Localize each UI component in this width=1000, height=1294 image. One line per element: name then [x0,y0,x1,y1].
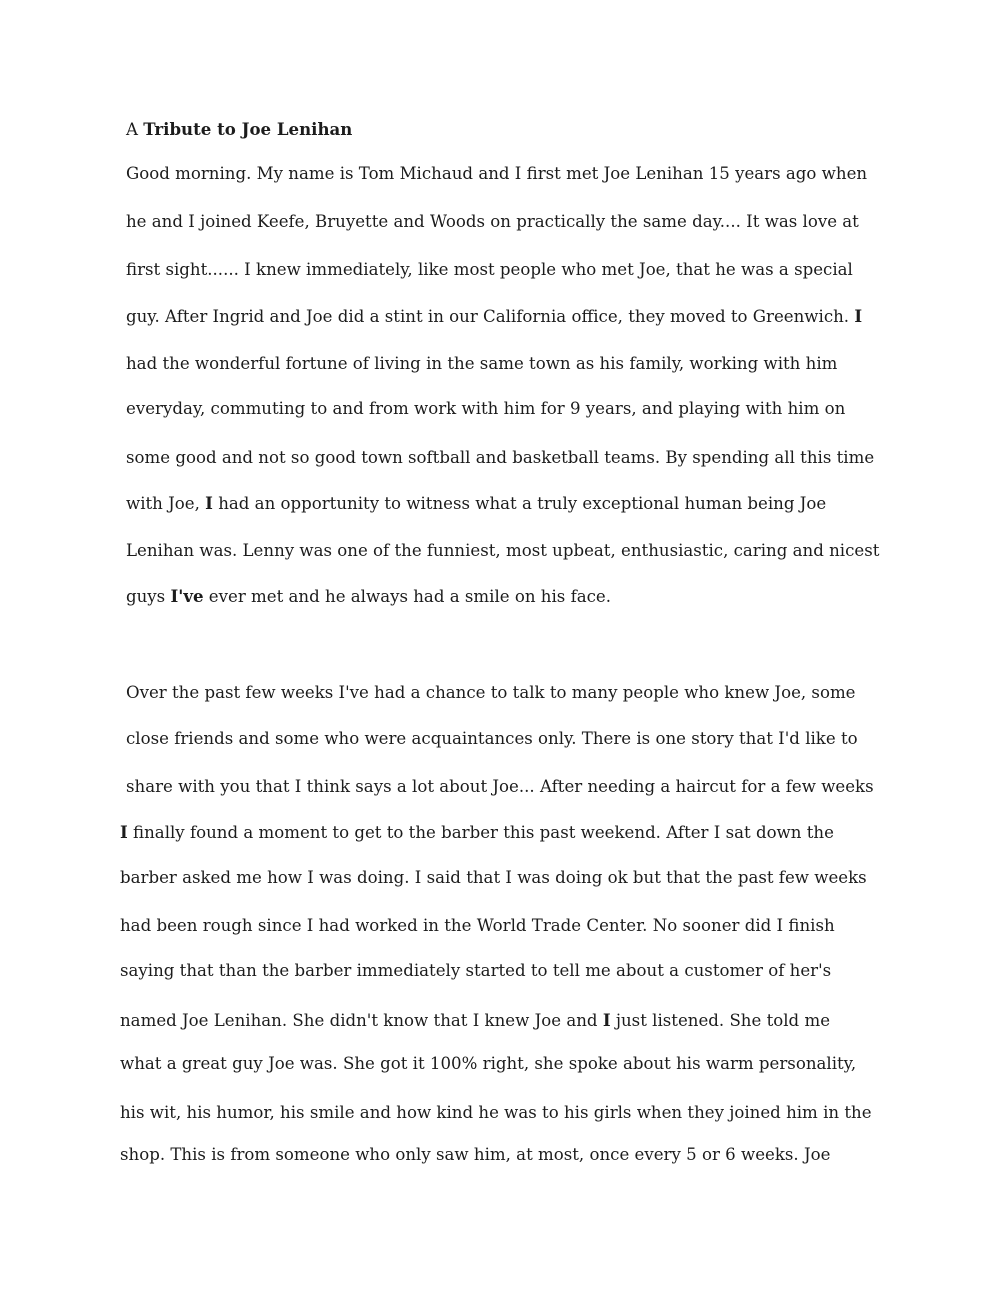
paragraph2-line: share with you that I think says a lot about Joe... After needing a haircut for a few weeks [126,777,874,796]
paragraph2-line: named Joe Lenihan. She didn't know that I knew Joe and I just listened. She told me [120,1010,831,1030]
paragraph2-line: shop. This is from someone who only saw him, at most, once every 5 or 6 weeks. Joe [120,1145,831,1164]
paragraph2-line: close friends and some who were acquaintances only. There is one story that I'd like to [126,729,858,748]
paragraph1-line: first sight...... I knew immediately, like most people who met Joe, that he was a special [126,260,853,279]
paragraph1-line: some good and not so good town softball and basketball teams. By spending all this time [126,448,875,467]
paragraph2-line: barber asked me how I was doing. I said that I was doing ok but that the past few weeks [120,868,867,887]
paragraph1-line: he and I joined Keefe, Bruyette and Woods on practically the same day.... It was love at [126,212,859,231]
title-bold-text: Tribute to Joe Lenihan [143,119,353,139]
paragraph2-line: had been rough since I had worked in the World Trade Center. No sooner did I finish [120,916,835,935]
paragraph2-line: what a great guy Joe was. She got it 100% right, she spoke about his warm personality, [120,1054,857,1073]
paragraph1-line: guys I've ever met and he always had a smile on his face. [126,586,612,606]
paragraph2-line: I finally found a moment to get to the barber this past weekend. After I sat down the [120,822,834,842]
paragraph2-line: his wit, his humor, his smile and how kind he was to his girls when they joined him in the [120,1103,872,1122]
document-title [126,119,352,140]
paragraph2-line: saying that than the barber immediately started to tell me about a customer of her's [120,961,832,980]
title-prefix: A [126,120,144,139]
paragraph2-line: Over the past few weeks I've had a chance to talk to many people who knew Joe, some [126,683,856,702]
paragraph1-line: with Joe, I had an opportunity to witness what a truly exceptional human being Joe [126,493,827,513]
paragraph1-line: everyday, commuting to and from work with him for 9 years, and playing with him on [126,399,846,418]
paragraph1-line: had the wonderful fortune of living in the same town as his family, working with him [126,354,838,373]
paragraph1-line: Good morning. My name is Tom Michaud and I first met Joe Lenihan 15 years ago when [126,164,868,183]
paragraph1-line: guy. After Ingrid and Joe did a stint in our California office, they moved to Greenwich. I [126,306,863,326]
paragraph1-line: Lenihan was. Lenny was one of the funniest, most upbeat, enthusiastic, caring and nicest [126,541,880,560]
